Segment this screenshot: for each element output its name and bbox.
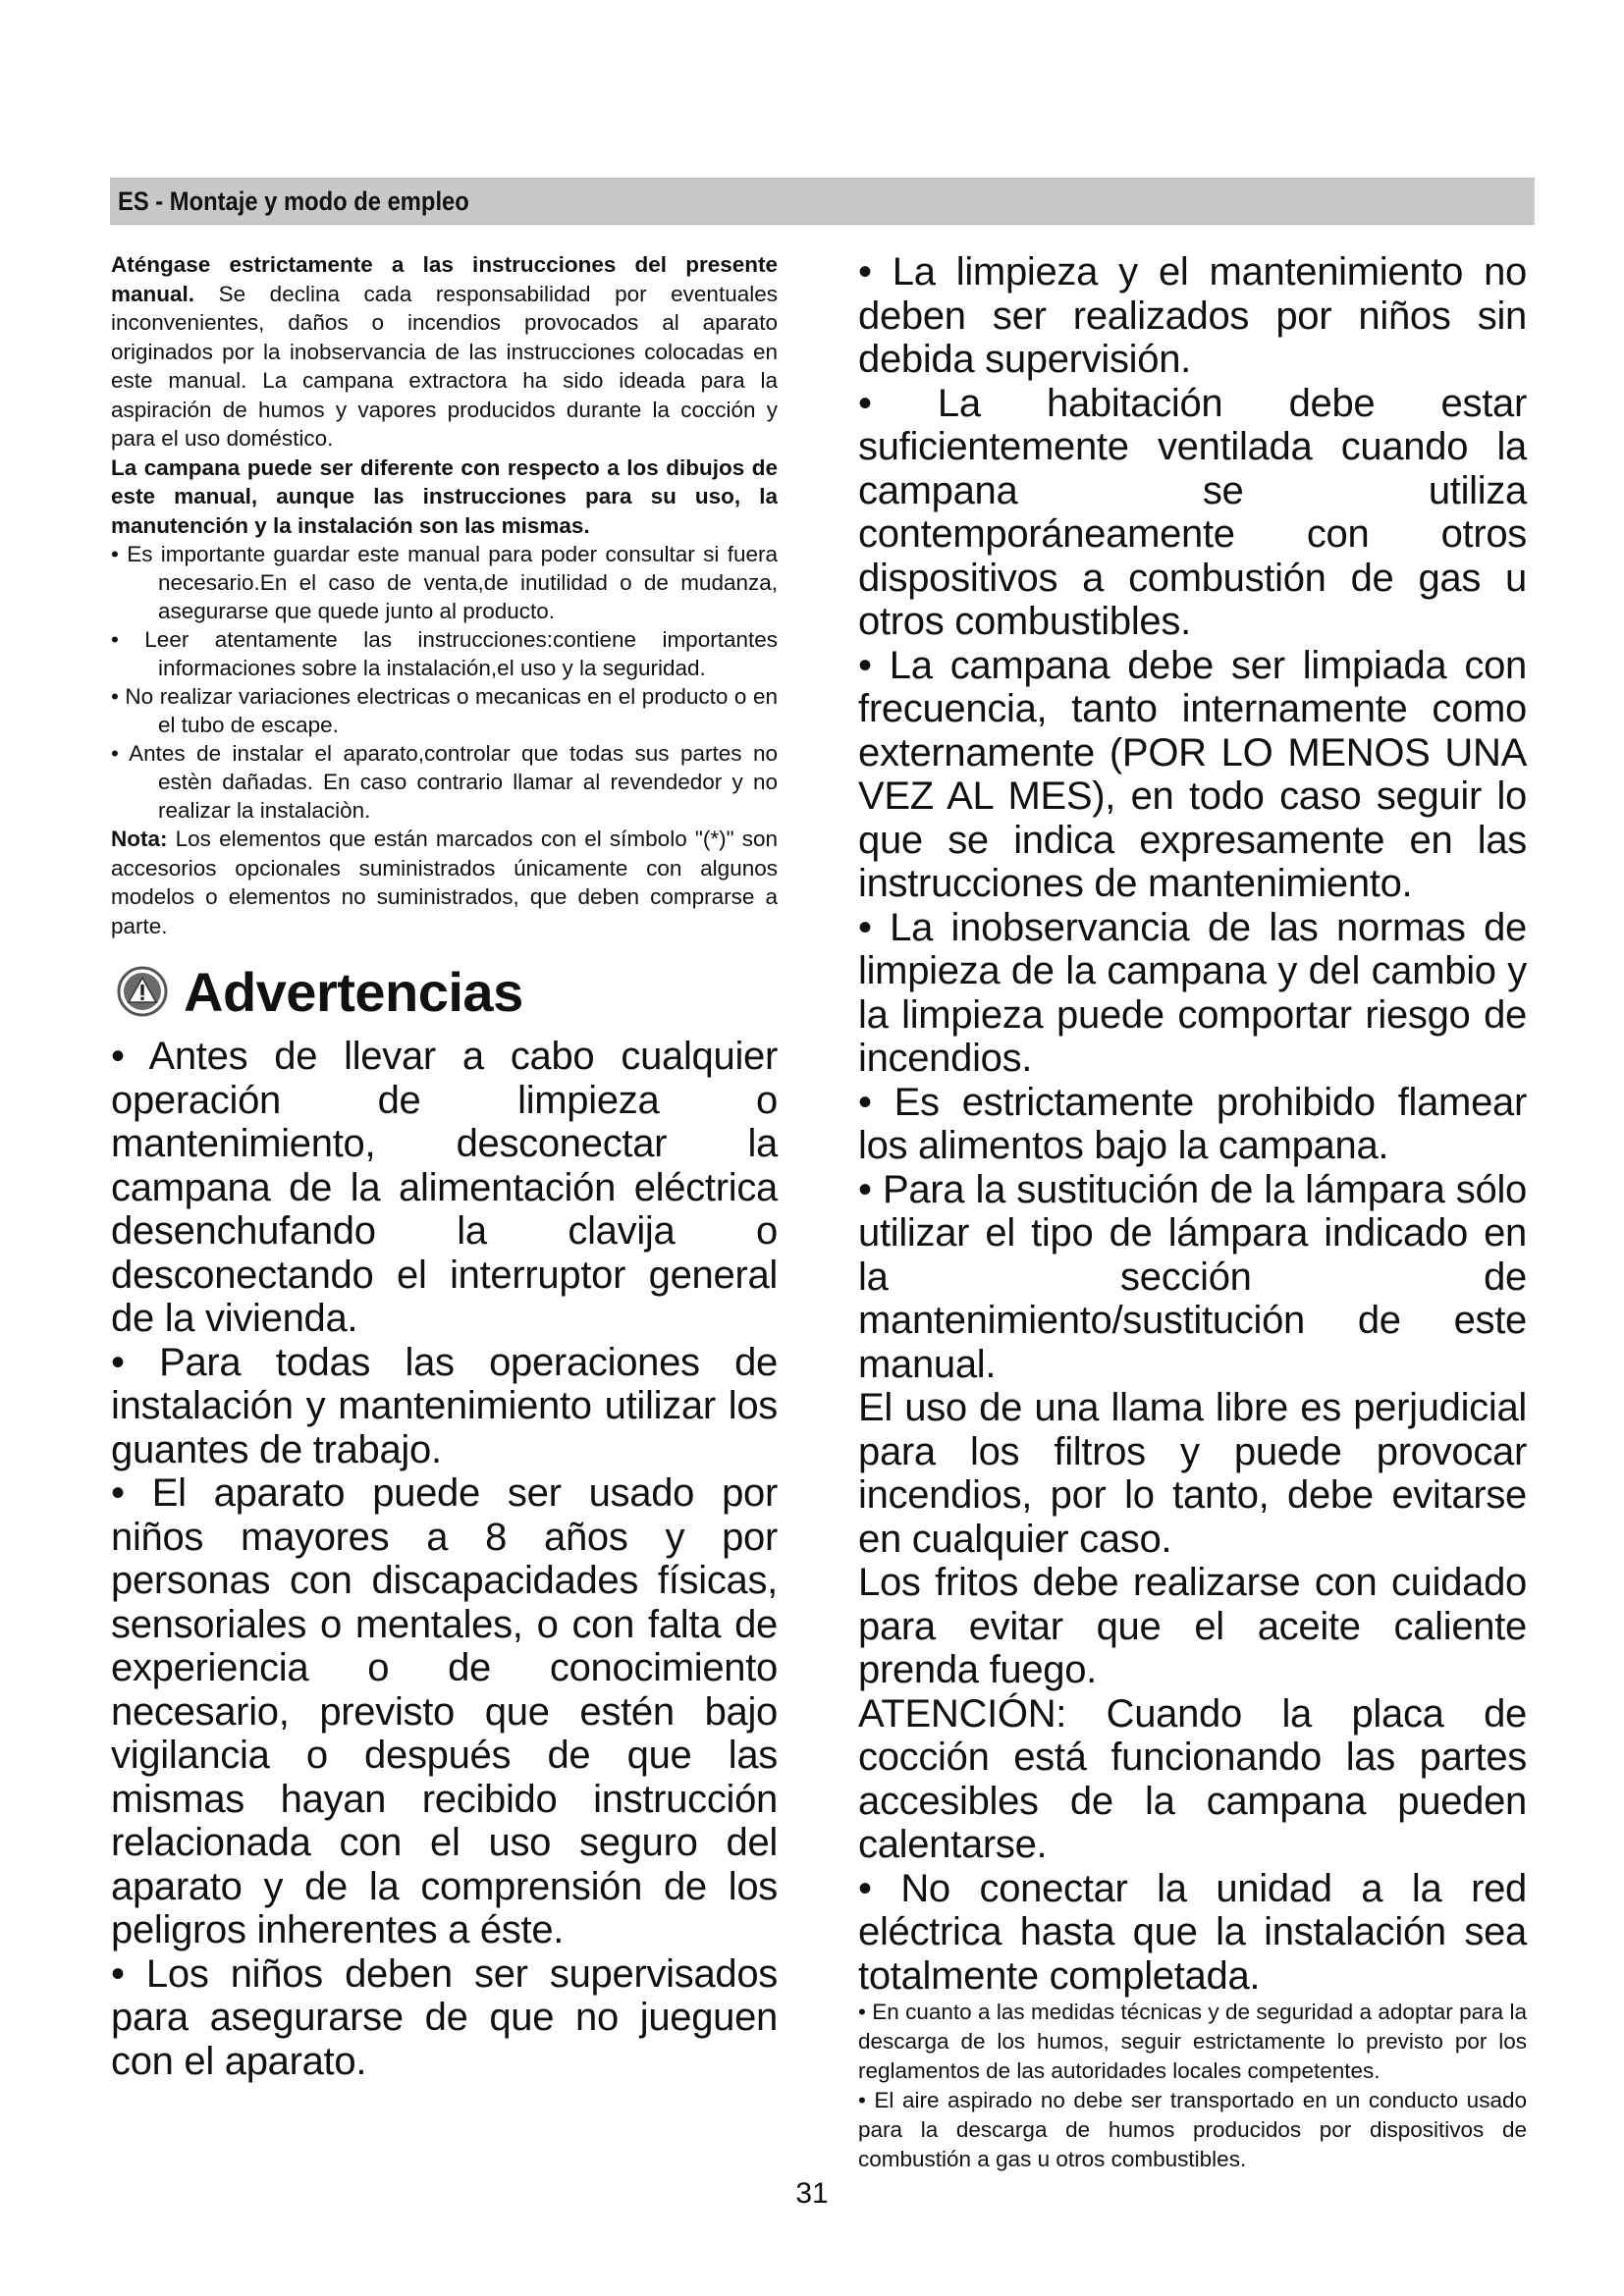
warning-item: • La campana debe ser limpiada con frecuencia, tanto internamente como externamente (POR LO MENOS UNA VEZ AL MES), en todo caso seguir lo que se indica expresamente en las instrucciones de mantenimiento. [858, 643, 1527, 905]
warnings-title: Advertencias [184, 960, 523, 1023]
warning-item: • La inobservancia de las normas de limpieza de la campana y del cambio y la limpieza puede comportar riesgo de incendios. [858, 905, 1527, 1080]
bullet-item: • Es importante guardar este manual para poder consultar si fuera necesario.En el caso de venta,de inutilidad o de mudanza, asegurarse que quede junto al producto. [111, 542, 778, 623]
right-column [858, 250, 1527, 2174]
left-column [111, 250, 778, 2083]
warning-item: El uso de una llama libre es perjudicial para los filtros y puede provocar incendios, por lo tanto, debe evitarse en cualquier caso. [858, 1386, 1527, 1561]
nota-paragraph [111, 825, 778, 940]
warning-item: • Los niños deben ser supervisados para asegurarse de que no jueguen con el aparato. [111, 1951, 778, 2083]
nota-label: Nota: [111, 827, 168, 851]
intro-text: Se declina cada responsabilidad por eventuales inconvenientes, daños o incendios provocados al aparato originados por la inobservancia de las instrucciones colocadas en este manual. La campana extractora ha sido ideada para la aspiración de humos y vapores producidos durante la cocción y para el uso doméstico. [111, 281, 778, 451]
warning-icon [117, 966, 168, 1017]
nota-text: Los elementos que están marcados con el símbolo "(*)" son accesorios opcionales suministrados únicamente con algunos modelos o elementos no suministrados, que deben comprarse a parte. [111, 827, 778, 938]
design-note-bold: La campana puede ser diferente con respecto a los dibujos de este manual, aunque las instrucciones para su uso, la manutención y la instalación son las mismas. [111, 454, 778, 538]
warning-item: • Antes de llevar a cabo cualquier operación de limpieza o mantenimiento, desconectar la campana de la alimentación eléctrica desenchufando la clavija o desconectando el interruptor general de la vivienda. [111, 1035, 778, 1340]
page-number: 31 [795, 2177, 829, 2210]
warning-item: Los fritos debe realizarse con cuidado para evitar que el aceite caliente prenda fuego. [858, 1561, 1527, 1691]
section-title: ES - Montaje y modo de empleo [118, 186, 469, 216]
bullet-item: • No realizar variaciones electricas o mecanicas en el producto o en el tubo de escape. [111, 684, 778, 737]
bullet-item: • Leer atentamente las instrucciones:contiene importantes informaciones sobre la instalación,el uso y la seguridad. [111, 627, 778, 680]
warning-item: ATENCIÓN: Cuando la placa de cocción está funcionando las partes accesibles de la campana pueden calentarse. [858, 1691, 1527, 1866]
warning-item: • El aparato puede ser usado por niños mayores a 8 años y por personas con discapacidades físicas, sensoriales o mentales, o con falta de experiencia o de conocimiento necesario, previsto que estén bajo vigilancia o después de que las mismas hayan recibido instrucción relacionada con el uso seguro del aparato y de la comprensión de los peligros inherentes a éste. [111, 1471, 778, 1951]
small-note: • El aire aspirado no debe ser transportado en un conducto usado para la descarga de humos producidos por dispositivos de combustión a gas u otros combustibles. [858, 2088, 1527, 2171]
intro-paragraph [111, 250, 778, 454]
warning-item: • Para la sustitución de la lámpara sólo utilizar el tipo de lámpara indicado en la sección de mantenimiento/sustitución de este manual. [858, 1167, 1527, 1386]
small-note: • En cuanto a las medidas técnicas y de seguridad a adoptar para la descarga de los humos, seguir estrictamente lo previsto por los reglamentos de las autoridades locales competentes. [858, 2000, 1527, 2083]
warning-item: • Para todas las operaciones de instalación y mantenimiento utilizar los guantes de trabajo. [111, 1340, 778, 1471]
intro-bold: Aténgase estrictamente a las instrucciones del presente manual. [111, 252, 778, 306]
bullet-item: • Antes de instalar el aparato,controlar que todas sus partes no estèn dañadas. En caso contrario llamar al revendedor y no realizar la instalaciòn. [111, 741, 778, 823]
warnings-heading [111, 960, 778, 1023]
warning-item: • Es estrictamente prohibido flamear los alimentos bajo la campana. [858, 1080, 1527, 1167]
warning-item: • La limpieza y el mantenimiento no deben ser realizados por niños sin debida supervisión. [858, 250, 1527, 381]
warning-item: • La habitación debe estar suficientemente ventilada cuando la campana se utiliza contemporáneamente con otros dispositivos a combustión de gas u otros combustibles. [858, 381, 1527, 643]
section-header [110, 178, 1535, 225]
design-note [111, 454, 778, 541]
warning-item: • No conectar la unidad a la red eléctrica hasta que la instalación sea totalmente completada. [858, 1866, 1527, 1998]
